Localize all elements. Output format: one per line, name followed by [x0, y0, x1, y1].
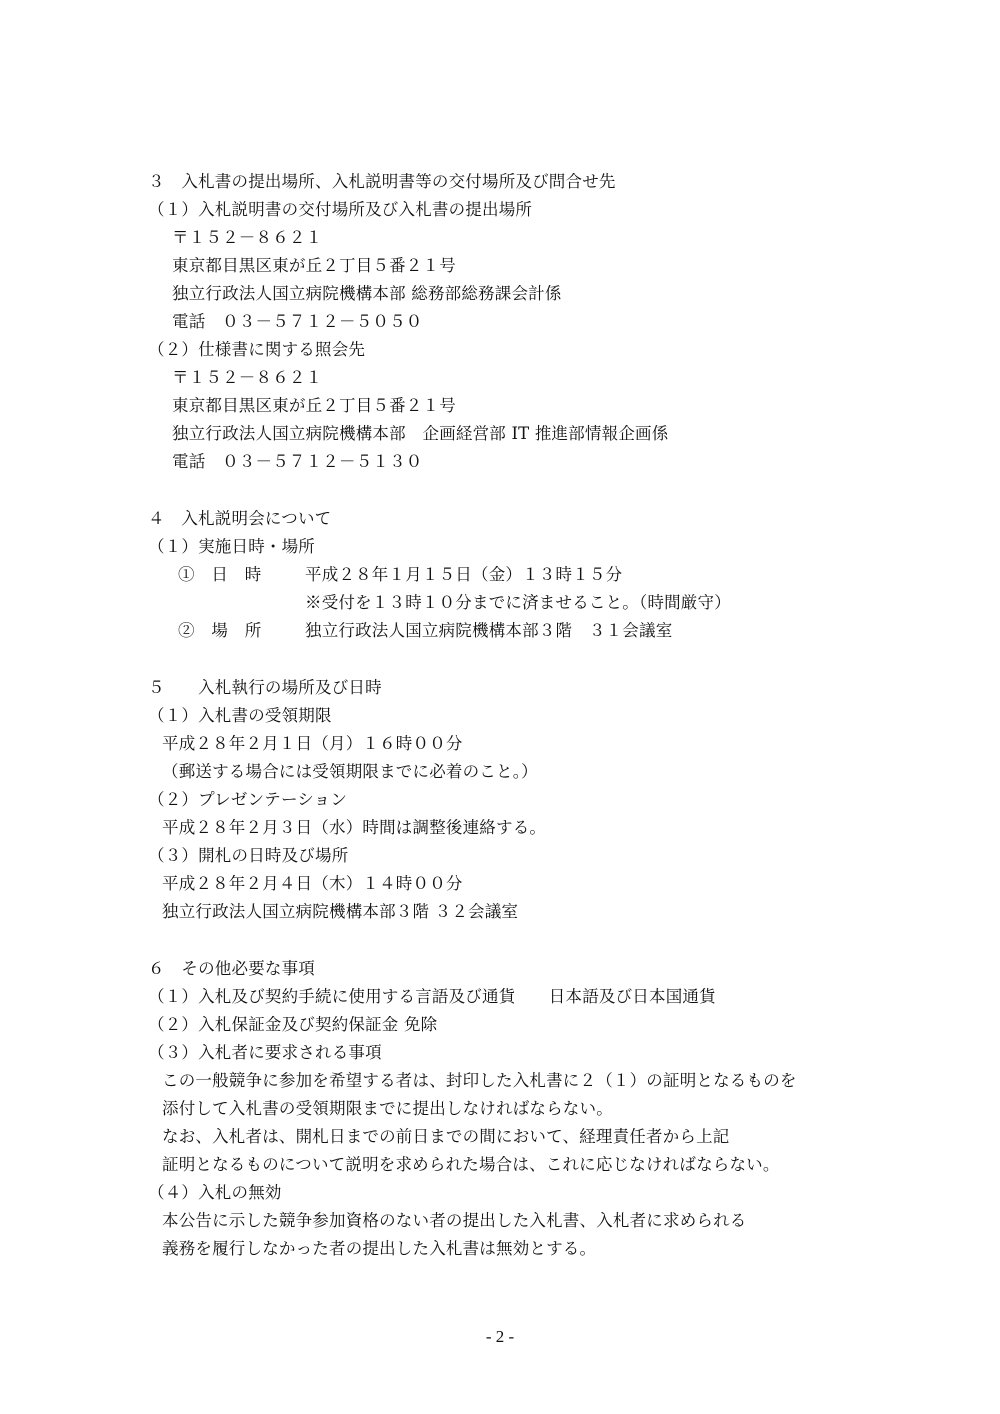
datetime-label: ① 日 時: [178, 565, 262, 584]
section-3-item-2: （２）仕様書に関する照会先: [148, 340, 366, 359]
section-3-heading: ３ 入札書の提出場所、入札説明書等の交付場所及び問合せ先: [148, 172, 616, 191]
presentation-value: 平成２８年２月３日（水）時間は調整後連絡する。: [162, 818, 547, 837]
page-number: - 2 -: [485, 1327, 515, 1346]
section-6-item-4: （４）入札の無効: [148, 1183, 282, 1202]
section-5-item-2: （２）プレゼンテーション: [148, 790, 348, 809]
organization-1: 独立行政法人国立病院機構本部 総務部総務課会計係: [172, 284, 562, 303]
requirement-line-1: この一般競争に参加を希望する者は、封印した入札書に２（１）の証明となるものを: [162, 1071, 797, 1090]
opening-datetime: 平成２８年２月４日（木）１４時００分: [162, 874, 463, 893]
section-4-heading: ４ 入札説明会について: [148, 509, 332, 528]
requirement-line-3: なお、入札者は、開札日までの前日までの間において、経理責任者から上記: [162, 1127, 730, 1146]
deadline-value: 平成２８年２月１日（月）１６時００分: [162, 734, 463, 753]
requirement-line-2: 添付して入札書の受領期限までに提出しなければならない。: [162, 1099, 613, 1118]
section-5-item-1: （１）入札書の受領期限: [148, 706, 332, 725]
section-5-heading: ５ 入札執行の場所及び日時: [148, 678, 382, 697]
section-6-item-1: （１）入札及び契約手続に使用する言語及び通貨 日本語及び日本国通貨: [148, 987, 716, 1006]
phone-2: 電話 ０３－５７１２－５１３０: [172, 452, 423, 471]
section-6-item-3: （３）入札者に要求される事項: [148, 1043, 382, 1062]
mail-note: （郵送する場合には受領期限までに必着のこと。）: [162, 762, 538, 781]
section-6-item-2: （２）入札保証金及び契約保証金 免除: [148, 1015, 438, 1034]
invalid-line-1: 本公告に示した競争参加資格のない者の提出した入札書、入札者に求められる: [162, 1211, 747, 1230]
reception-note: ※受付を１３時１０分までに済ませること。（時間厳守）: [305, 593, 731, 612]
section-3-item-1: （１）入札説明書の交付場所及び入札書の提出場所: [148, 200, 533, 219]
address-2: 東京都目黒区東が丘２丁目５番２１号: [172, 396, 456, 415]
section-5-item-3: （３）開札の日時及び場所: [148, 846, 349, 865]
datetime-value: 平成２８年１月１５日（金）１３時１５分: [305, 565, 623, 584]
phone-1: 電話 ０３－５７１２－５０５０: [172, 312, 423, 331]
postal-code-1: 〒１５２－８６２１: [172, 228, 323, 247]
opening-place: 独立行政法人国立病院機構本部３階 ３２会議室: [162, 902, 519, 921]
postal-code-2: 〒１５２－８６２１: [172, 368, 323, 387]
section-6-heading: ６ その他必要な事項: [148, 959, 315, 978]
section-4-item-1: （１）実施日時・場所: [148, 537, 315, 556]
organization-2: 独立行政法人国立病院機構本部 企画経営部 IT 推進部情報企画係: [172, 424, 669, 443]
invalid-line-2: 義務を履行しなかった者の提出した入札書は無効とする。: [162, 1239, 597, 1258]
place-value: 独立行政法人国立病院機構本部３階 ３１会議室: [305, 621, 673, 640]
address-1: 東京都目黒区東が丘２丁目５番２１号: [172, 256, 456, 275]
place-label: ② 場 所: [178, 621, 262, 640]
requirement-line-4: 証明となるものについて説明を求められた場合は、これに応じなければならない。: [162, 1155, 780, 1174]
